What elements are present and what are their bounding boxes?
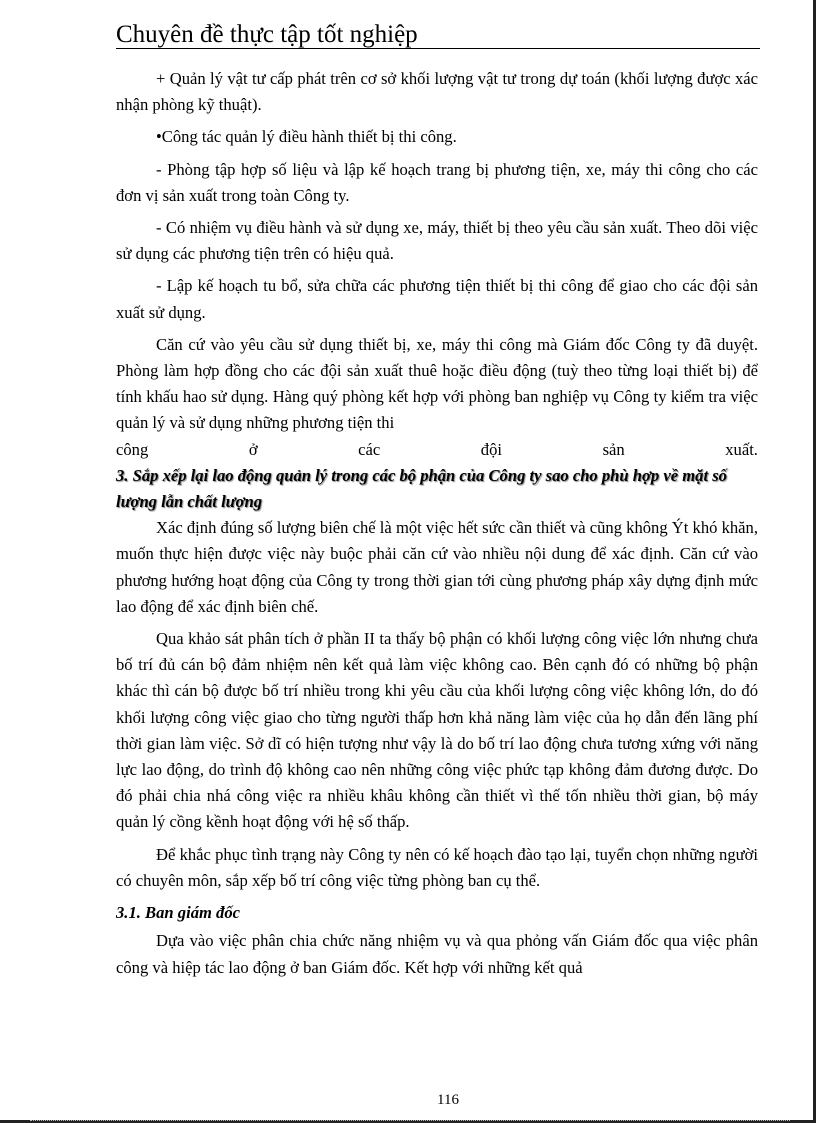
justified-last-line — [116, 437, 758, 463]
header-title: Chuyên đề thực tập tốt nghiệp — [116, 21, 418, 48]
paragraph: - Có nhiệm vụ điều hành và sử dụng xe, máy, thiết bị theo yêu cầu sản xuất. Theo dõi việc sử dụng các phương tiện trên có hiệu quả. — [116, 218, 758, 264]
page-header — [116, 18, 760, 49]
bullet-paragraph: •Công tác quản lý điều hành thiết bị thi công. — [156, 127, 457, 147]
section-heading: 3. Sắp xếp lại lao động quản lý trong các bộ phận của Công ty sao cho phù hợp về mặt số lượng lẫn chất lượng — [116, 465, 727, 512]
sub-section-heading: 3.1. Ban giám đốc — [116, 903, 240, 923]
paragraph: Căn cứ vào yêu cầu sử dụng thiết bị, xe, máy thi công mà Giám đốc Công ty đã duyệt. Phòng làm hợp đồng cho các đội sản xuất thuê hoặc điều động (tuỳ theo từng loại thiết bị) để tính khấu hao sử dụng. Hàng quý phòng kết hợp với phòng ban nghiệp vụ Công ty kiểm tra việc quản lý và sử dụng những phương tiện thi — [116, 334, 758, 433]
paragraph: + Quản lý vật tư cấp phát trên cơ sở khối lượng vật tư trong dự toán (khối lượng được xác nhận phòng kỹ thuật). — [116, 69, 758, 115]
paragraph: - Phòng tập hợp số liệu và lập kế hoạch trang bị phương tiện, xe, máy thi công cho các đơn vị sản xuất trong toàn Công ty. — [116, 159, 758, 205]
word: công — [116, 439, 149, 459]
paragraph: Dựa vào việc phân chia chức năng nhiệm vụ và qua phỏng vấn Giám đốc qua việc phân công và hiệp tác lao động ở ban Giám đốc. Kết hợp với những kết quả — [116, 931, 758, 977]
page-number: 116 — [437, 1092, 459, 1108]
paragraph: - Lập kế hoạch tu bổ, sửa chữa các phương tiện thiết bị thi công để giao cho các đội sản xuất sử dụng. — [116, 276, 758, 322]
word: đội — [480, 439, 503, 459]
word: ở — [248, 439, 258, 459]
word: xuất. — [725, 439, 758, 459]
word: sản — [602, 439, 625, 459]
paragraph: Xác định đúng số lượng biên chế là một việc hết sức cần thiết và cũng không Ýt khó khăn, muốn thực hiện được việc này buộc phải căn cứ vào nhiều nội dung để xác định. Căn cứ vào phương hướng hoạt động của Công ty trong thời gian tới cùng phương pháp xây dựng định mức lao động để xác định biên chế. — [116, 518, 758, 616]
word: các — [358, 439, 381, 459]
document-body — [116, 66, 758, 987]
paragraph: Để khắc phục tình trạng này Công ty nên có kế hoạch đào tạo lại, tuyển chọn những người có chuyên môn, sắp xếp bố trí công việc từng phòng ban cụ thể. — [116, 844, 758, 890]
footer-divider — [30, 1120, 790, 1121]
paragraph: Qua khảo sát phân tích ở phần II ta thấy bộ phận có khối lượng công việc lớn nhưng chưa bố trí đủ cán bộ đảm nhiệm nên kết quả làm việc không cao. Bên cạnh đó có những bộ phận khác thì cán bộ được bố trí nhiều trong khi yêu cầu của khối lượng công việc không lớn, do đó khối lượng công việc giao cho từng người thấp hơn khả năng làm việc của họ dẫn đến lãng phí thời gian làm việc. Sở dĩ có hiện tượng như vậy là do bố trí lao động chưa tương xứng với năng lực lao động, do trình độ không cao nên những công việc phức tạp không đảm đương được. Do đó phải chia nhá công việc ra nhiều khâu không cần thiết vì thế tốn nhiều thời gian, bộ máy quản lý cồng kềnh hoạt động với hệ số thấp. — [116, 629, 758, 832]
